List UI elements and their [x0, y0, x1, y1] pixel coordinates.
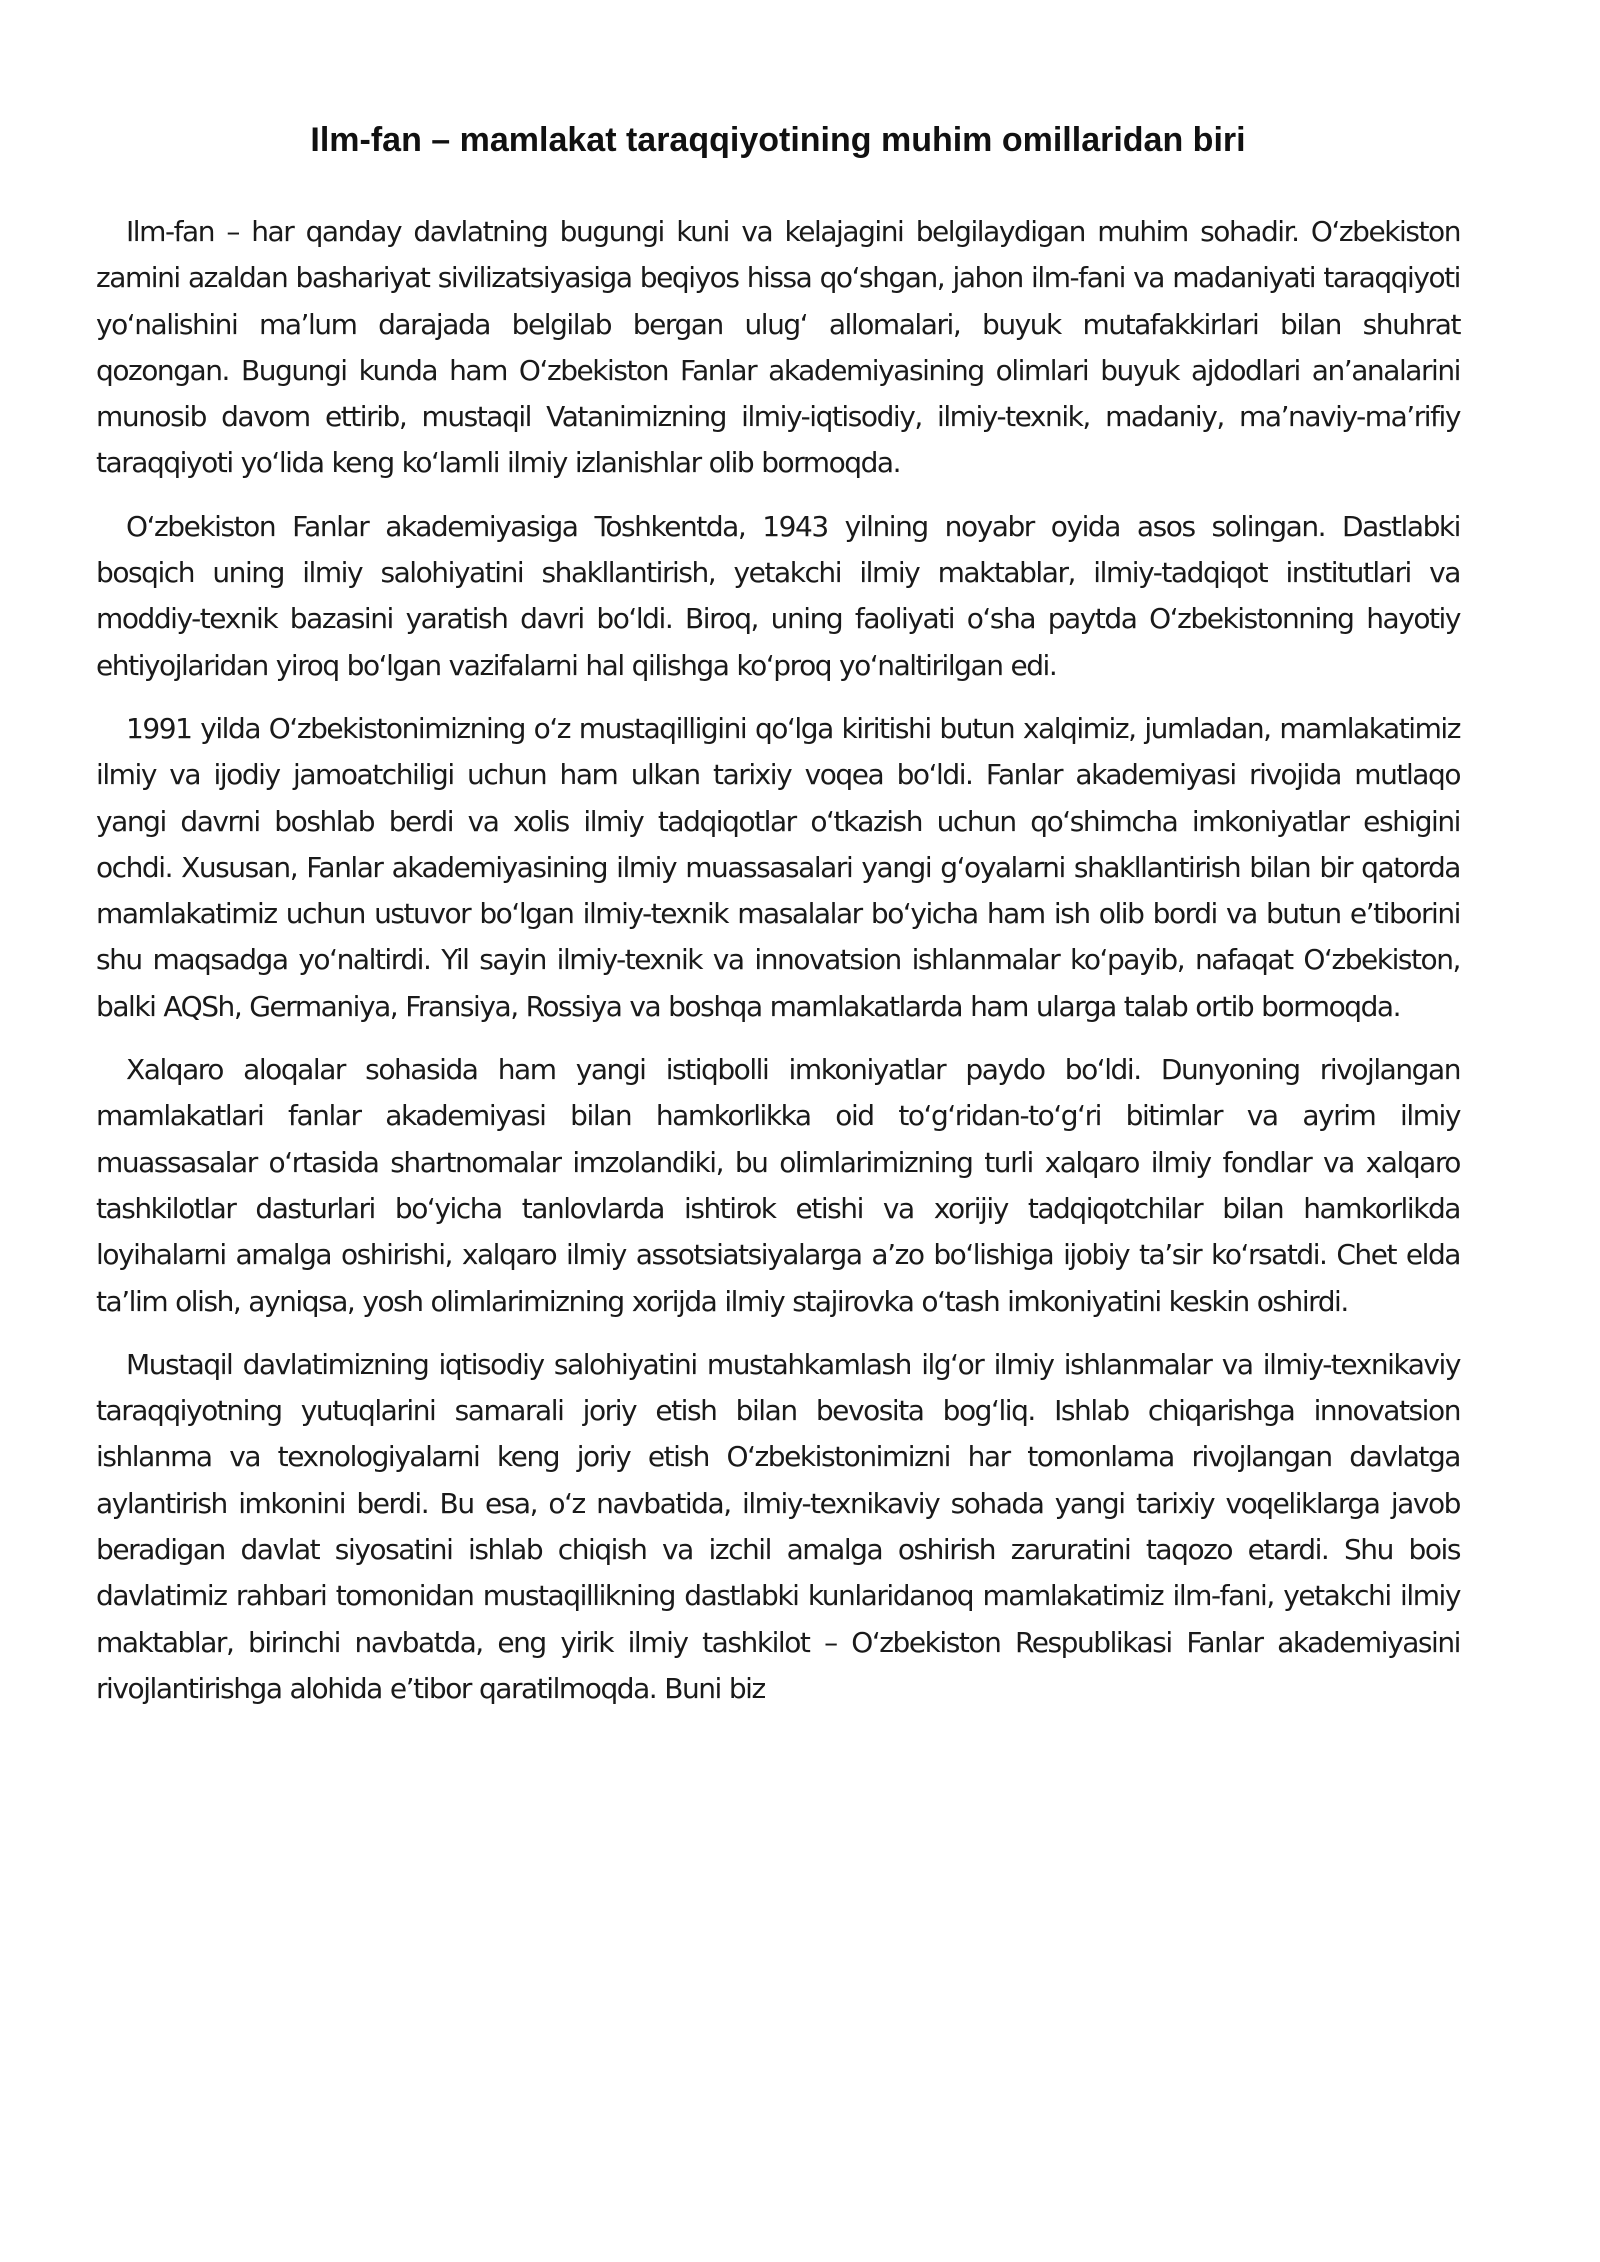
- paragraph: Ilm-fan – har qanday davlatning bugungi kuni va kelajagini belgilaydigan muhim sohadir. O‘zbekiston zamini azaldan bashariyat sivilizatsiyasiga beqiyos hissa qo‘shgan, jahon ilm-fani va madaniyati taraqqiyoti yo‘nalishini ma’lum darajada belgilab bergan ulug‘ allomalari, buyuk mutafakkirlari bilan shuhrat qozongan. Bugungi kunda ham O‘zbekiston Fanlar akademiyasining olimlari buyuk ajdodlari an’analarini munosib davom ettirib, mustaqil Vatanimizning ilmiy-iqtisodiy, ilmiy-texnik, madaniy, ma’naviy-ma’rifiy taraqqiyoti yo‘lida keng ko‘lamli ilmiy izlanishlar olib bormoqda.: [96, 215, 1460, 480]
- document-title: Ilm-fan – mamlakat taraqqiyotining muhim omillaridan biri: [310, 121, 1246, 159]
- document-body: [96, 209, 1460, 1729]
- paragraph: Xalqaro aloqalar sohasida ham yangi istiqbolli imkoniyatlar paydo bo‘ldi. Dunyoning rivojlangan mamlakatlari fanlar akademiyasi bilan hamkorlikka oid to‘g‘ridan-to‘g‘ri bitimlar va ayrim ilmiy muassasalar o‘rtasida shartnomalar imzolandiki, bu olimlarimizning turli xalqaro ilmiy fondlar va xalqaro tashkilotlar dasturlari bo‘yicha tanlovlarda ishtirok etishi va xorijiy tadqiqotchilar bilan hamkorlikda loyihalarni amalga oshirishi, xalqaro ilmiy assotsiatsiyalarga a’zo bo‘lishiga ijobiy ta’sir ko‘rsatdi. Chet elda ta’lim olish, ayniqsa, yosh olimlarimizning xorijda ilmiy stajirovka o‘tash imkoniyatini keskin oshirdi.: [96, 1053, 1460, 1318]
- paragraph: 1991 yilda O‘zbekistonimizning o‘z mustaqilligini qo‘lga kiritishi butun xalqimiz, jumladan, mamlakatimiz ilmiy va ijodiy jamoatchiligi uchun ham ulkan tarixiy voqea bo‘ldi. Fanlar akademiyasi rivojida mutlaqo yangi davrni boshlab berdi va xolis ilmiy tadqiqotlar o‘tkazish uchun qo‘shimcha imkoniyatlar eshigini ochdi. Xususan, Fanlar akademiyasining ilmiy muassasalari yangi g‘oyalarni shakllantirish bilan bir qatorda mamlakatimiz uchun ustuvor bo‘lgan ilmiy-texnik masalalar bo‘yicha ham ish olib bordi va butun e’tiborini shu maqsadga yo‘naltirdi. Yil sayin ilmiy-texnik va innovatsion ishlanmalar ko‘payib, nafaqat O‘zbekiston, balki AQSh, Germaniya, Fransiya, Rossiya va boshqa mamlakatlarda ham ularga talab ortib bormoqda.: [96, 711, 1460, 1023]
- paragraph: Mustaqil davlatimizning iqtisodiy salohiyatini mustahkamlash ilg‘or ilmiy ishlanmalar va ilmiy-texnikaviy taraqqiyotning yutuqlarini samarali joriy etish bilan bevosita bog‘liq. Ishlab chiqarishga innovatsion ishlanma va texnologiyalarni keng joriy etish O‘zbekistonimizni har tomonlama rivojlangan davlatga aylantirish imkonini berdi. Bu esa, o‘z navbatida, ilmiy-texnikaviy sohada yangi tarixiy voqeliklarga javob beradigan davlat siyosatini ishlab chiqish va izchil amalga oshirish zaruratini taqozo etardi. Shu bois davlatimiz rahbari tomonidan mustaqillikning dastlabki kunlaridanoq mamlakatimiz ilm-fani, yetakchi ilmiy maktablar, birinchi navbatda, eng yirik ilmiy tashkilot – O‘zbekiston Respublikasi Fanlar akademiyasini rivojlantirishga alohida e’tibor qaratilmoqda. Buni biz: [96, 1347, 1460, 1705]
- paragraph: O‘zbekiston Fanlar akademiyasiga Toshkentda, 1943 yilning noyabr oyida asos solingan. Dastlabki bosqich uning ilmiy salohiyatini shakllantirish, yetakchi ilmiy maktablar, ilmiy-tadqiqot institutlari va moddiy-texnik bazasini yaratish davri bo‘ldi. Biroq, uning faoliyati o‘sha paytda O‘zbekistonning hayotiy ehtiyojlaridan yiroq bo‘lgan vazifalarni hal qilishga ko‘proq yo‘naltirilgan edi.: [96, 509, 1460, 682]
